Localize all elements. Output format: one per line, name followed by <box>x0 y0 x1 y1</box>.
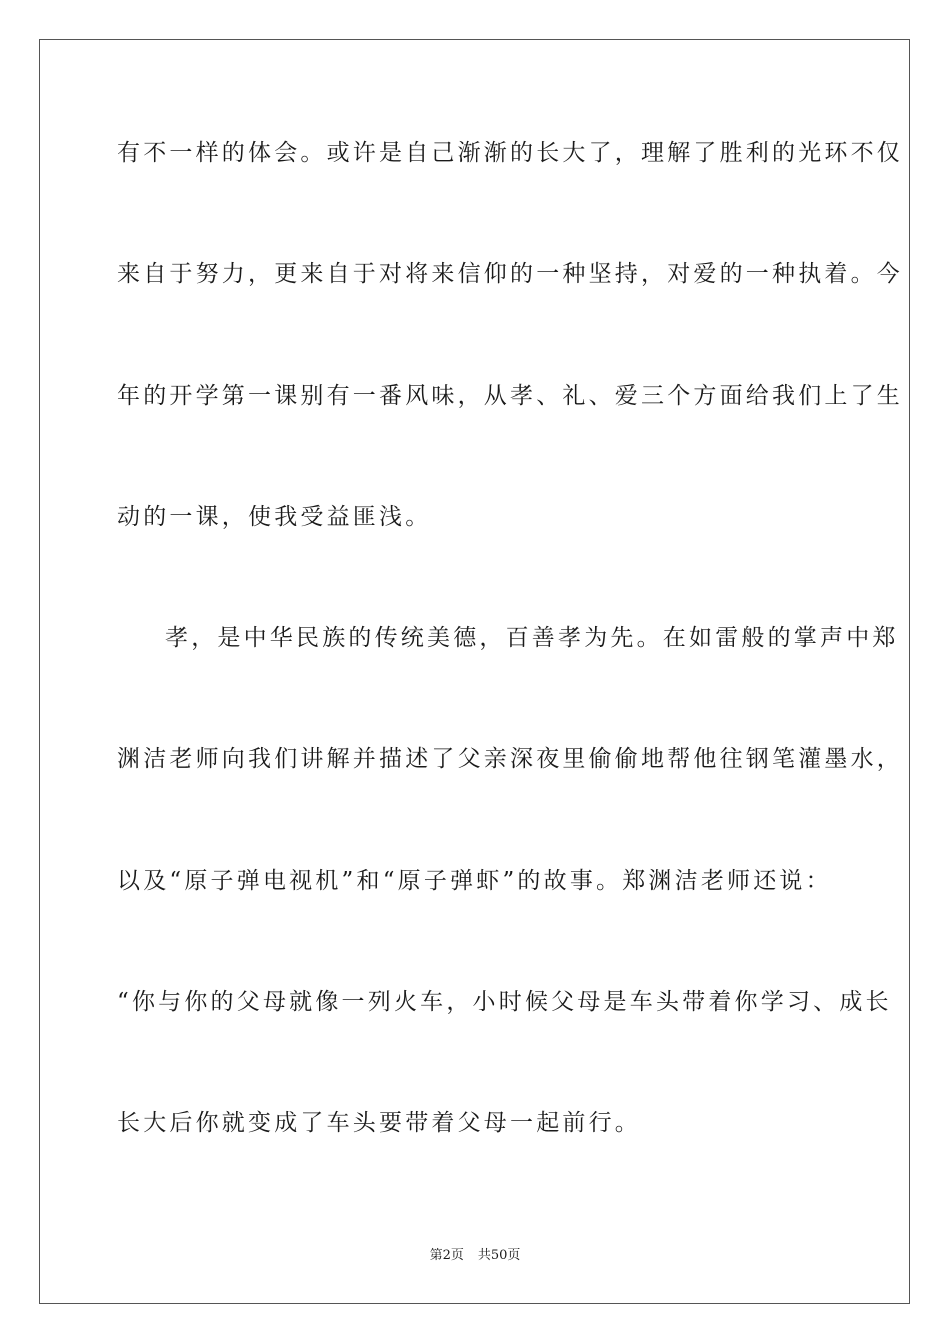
page-total: 共50页 <box>477 1248 521 1263</box>
body-line-3: 年的开学第一课别有一番风味，从孝、礼、爱三个方面给我们上了生 <box>117 383 903 409</box>
body-line-8: “你与你的父母就像一列火车，小时候父母是车头带着你学习、成长 <box>117 989 892 1015</box>
body-line-1: 有不一样的体会。或许是自己渐渐的长大了，理解了胜利的光环不仅 <box>117 140 903 166</box>
body-line-7: 以及“原子弹电视机”和“原子弹虾”的故事。郑渊洁老师还说： <box>117 868 832 894</box>
page-footer <box>0 1247 950 1265</box>
body-line-2: 来自于努力，更来自于对将来信仰的一种坚持，对爱的一种执着。今 <box>117 261 903 287</box>
body-line-9: 长大后你就变成了车头要带着父母一起前行。 <box>117 1110 641 1136</box>
body-line-4: 动的一课，使我受益匪浅。 <box>117 504 432 530</box>
body-line-5: 孝，是中华民族的传统美德，百善孝为先。在如雷般的掌声中郑 <box>165 625 899 651</box>
page-number: 第2页 <box>429 1248 464 1263</box>
body-line-6: 渊洁老师向我们讲解并描述了父亲深夜里偷偷地帮他往钢笔灌墨水， <box>117 746 903 772</box>
